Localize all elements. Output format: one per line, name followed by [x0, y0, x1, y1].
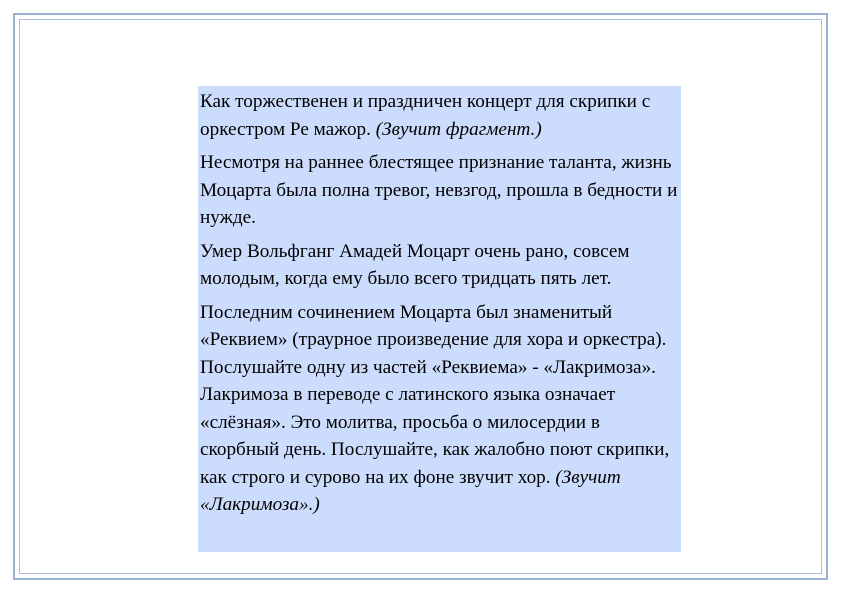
paragraph-requiem [200, 299, 679, 519]
paragraph-italic-note: (Звучит фрагмент.) [375, 118, 542, 140]
paragraph-concert [200, 88, 679, 143]
paragraph-death [200, 238, 679, 293]
paragraph-text: Умер Вольфганг Амадей Моцарт очень рано, совсем молодым, когда ему было всего тридцать пять лет. [200, 240, 630, 289]
text-box [198, 86, 681, 552]
paragraph-italic-note: (Звучит «Лакримоза».) [200, 466, 621, 515]
paragraph-text: Как торжественен и праздничен концерт для скрипки с оркестром Ре мажор. [200, 91, 651, 140]
paragraph-text: Последним сочинением Моцарта был знаменитый «Реквием» (траурное произведение для хора и оркестра). Послушайте одну из частей «Реквиема» - «Лакримоза». Лакримоза в переводе с латинского языка означает «слёзная». Это молитва, просьба о милосердии в скорбный день. Послушайте, как жалобно поют скрипки, как строго и сурово на их фоне звучит хор. [200, 301, 670, 488]
paragraph-life [200, 149, 679, 232]
paragraph-text: Несмотря на раннее блестящее признание таланта, жизнь Моцарта была полна тревог, невзгод, прошла в бедности и нужде. [200, 152, 678, 228]
